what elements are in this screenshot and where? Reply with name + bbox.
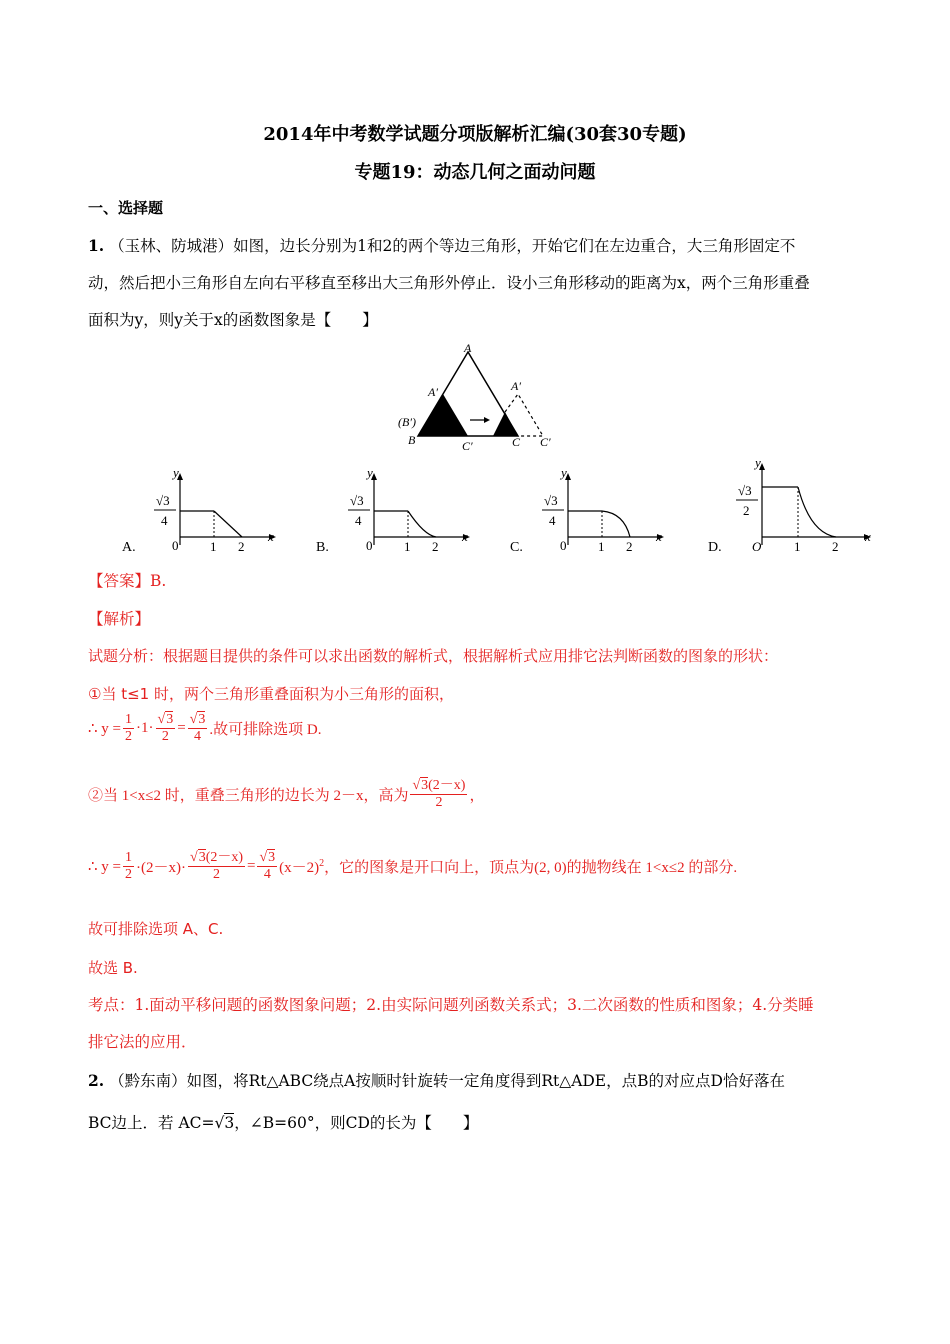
option-A-origin: 0: [172, 538, 179, 553]
frac-height-b: $\frac{√3(2-x)}{2}$: [190, 850, 244, 882]
option-A-graph: [118, 465, 288, 557]
analysis-p5-suffix: ，它的图象是开口向上，顶点为(2, 0)的抛物线在 1<x≤2 的部分.: [324, 860, 738, 876]
option-C-tick-2: 2: [626, 539, 633, 554]
option-B-tick-2: 2: [432, 539, 439, 554]
analysis-p3-suffix: .故可排除选项 D.: [209, 722, 322, 738]
option-A-x-label: x: [268, 529, 274, 544]
option-D-x-label: x: [865, 529, 871, 544]
analysis-p2: ①当 t≤1 时，两个三角形重叠面积为小三角形的面积，: [88, 685, 454, 703]
q2-text-2a: BC边上．若 AC=: [88, 1114, 215, 1132]
option-C-x-label: x: [656, 529, 662, 544]
option-A-y-num: √3: [156, 493, 170, 508]
small-triangle-left: [418, 394, 468, 436]
option-C-origin: 0: [560, 538, 567, 553]
option-D-origin: O: [752, 539, 762, 554]
option-A-letter: A.: [122, 540, 136, 555]
analysis-p1: 试题分析：根据题目提供的条件可以求出函数的解析式，根据解析式应用排它法判断函数的图象的形状：: [88, 647, 779, 665]
section-heading: 一、选择题: [88, 199, 164, 217]
option-D-y-num: √3: [738, 483, 752, 498]
option-C-y-label: y: [561, 465, 567, 480]
document-subtitle: 专题19：动态几何之面动问题: [354, 162, 596, 183]
document-title: 2014年中考数学试题分项版解析汇编(30套30专题): [263, 124, 687, 145]
option-C-graph: [506, 465, 676, 557]
analysis-p4: ②当 1<x≤2 时，重叠三角形的边长为 2－x，高为 $\frac{√3(2-x)}{2}$ ，: [88, 778, 485, 810]
q2-line2: BC边上．若 AC=√3，∠B=60°，则CD的长为【 】: [88, 1114, 479, 1132]
option-C-y-den: 4: [549, 513, 556, 528]
q1-line1: [88, 236, 795, 256]
move-arrow-head: [484, 417, 490, 423]
frac-1-2: $\frac{1}{2}$: [125, 712, 133, 744]
option-D-tick-2: 2: [832, 539, 839, 554]
option-B-graph: [312, 465, 482, 557]
q2-text-2b: ，∠B=60°，则CD的长为【 】: [234, 1114, 479, 1132]
option-B-y-den: 4: [355, 513, 362, 528]
q2-number: 2.: [88, 1071, 105, 1090]
option-D-letter: D.: [708, 540, 722, 555]
option-A-y-label: y: [173, 465, 179, 480]
q1-line3: 面积为y，则y关于x的函数图象是【 】: [88, 311, 378, 329]
analysis-p6: 故可排除选项 A、C.: [88, 920, 224, 938]
q1-line2: 动，然后把小三角形自左向右平移直至移出大三角形外停止．设小三角形移动的距离为x，两个三角形重叠: [88, 274, 810, 292]
label-C-prime-right: C′: [540, 435, 551, 449]
option-D-y-label: y: [755, 455, 761, 470]
option-D-graph: [700, 455, 880, 557]
option-C-tick-1: 1: [598, 539, 605, 554]
q1-analysis-label: 【解析】: [88, 610, 151, 628]
q1-number: 1.: [88, 236, 105, 255]
frac-sqrt3-4-b: $\frac{√3}{4}$: [259, 850, 276, 882]
option-C-y-num: √3: [544, 493, 558, 508]
analysis-p5: ∴ y = $\frac{1}{2}$ ·(2－x)· $\frac{√3(2-x)}{2}$ = $\frac{√3}{4}$ $(x-2)^2$ ，它的图象是开口向上，顶点为(2, 0)的抛物线在 1<x≤2 的部分.: [88, 850, 738, 882]
label-A-prime-right: A′: [511, 379, 521, 393]
frac-1-2-b: $\frac{1}{2}$: [125, 850, 133, 882]
option-B-letter: B.: [316, 540, 329, 555]
option-B-y-num: √3: [350, 493, 364, 508]
analysis-p7: 故选 B.: [88, 959, 138, 977]
q2-text-1: （黔东南）如图，将Rt△ABC绕点A按顺时针旋转一定角度得到Rt△ADE，点B的对应点D恰好落在: [109, 1072, 785, 1090]
analysis-p3: ∴ y = $\frac{1}{2}$ ·1· $\frac{√3}{2}$ = $\frac{√3}{4}$ .故可排除选项 D.: [88, 712, 322, 744]
frac-sqrt3-2: $\frac{√3}{2}$: [157, 712, 174, 744]
label-C-prime-mid: C′: [462, 439, 473, 453]
option-B-x-label: x: [462, 529, 468, 544]
option-B-origin: 0: [366, 538, 373, 553]
q2-sqrt-value: 3: [224, 1114, 235, 1132]
label-C: C: [512, 435, 521, 449]
q2-line1: [88, 1071, 785, 1091]
analysis-p3-prefix: ∴ y =: [88, 721, 122, 737]
triangle-figure: [390, 340, 590, 460]
q1-answer: 【答案】B.: [88, 572, 167, 590]
label-A-prime-left: A′: [428, 385, 438, 399]
frac-height: $\frac{√3(2-x)}{2}$: [412, 778, 466, 810]
q1-kaodian-1: 考点：1.面动平移问题的函数图象问题；2.由实际问题列函数关系式；3.二次函数的性质和图象；4.分类睡: [88, 996, 814, 1014]
option-D-y-den: 2: [743, 503, 750, 518]
q1-kaodian-2: 排它法的应用．: [88, 1033, 197, 1051]
frac-sqrt3-4: $\frac{√3}{4}$: [189, 712, 206, 744]
q1-text-1: （玉林、防城港）如图，边长分别为1和2的两个等边三角形，开始它们在左边重合，大三角形固定不: [109, 237, 796, 255]
label-B-prime: (B′): [398, 415, 416, 429]
option-A-tick-2: 2: [238, 539, 245, 554]
option-B-y-label: y: [367, 465, 373, 480]
label-B: B: [408, 433, 416, 447]
option-D-tick-1: 1: [794, 539, 801, 554]
analysis-p5-prefix: ∴ y =: [88, 859, 122, 875]
option-A-y-den: 4: [161, 513, 168, 528]
option-C-letter: C.: [510, 540, 523, 555]
option-A-tick-1: 1: [210, 539, 217, 554]
analysis-p4-prefix: ②当 1<x≤2 时，重叠三角形的边长为 2－x，高为: [88, 788, 409, 804]
label-A: A: [464, 341, 472, 355]
overlap-triangle: [493, 412, 518, 436]
option-B-tick-1: 1: [404, 539, 411, 554]
